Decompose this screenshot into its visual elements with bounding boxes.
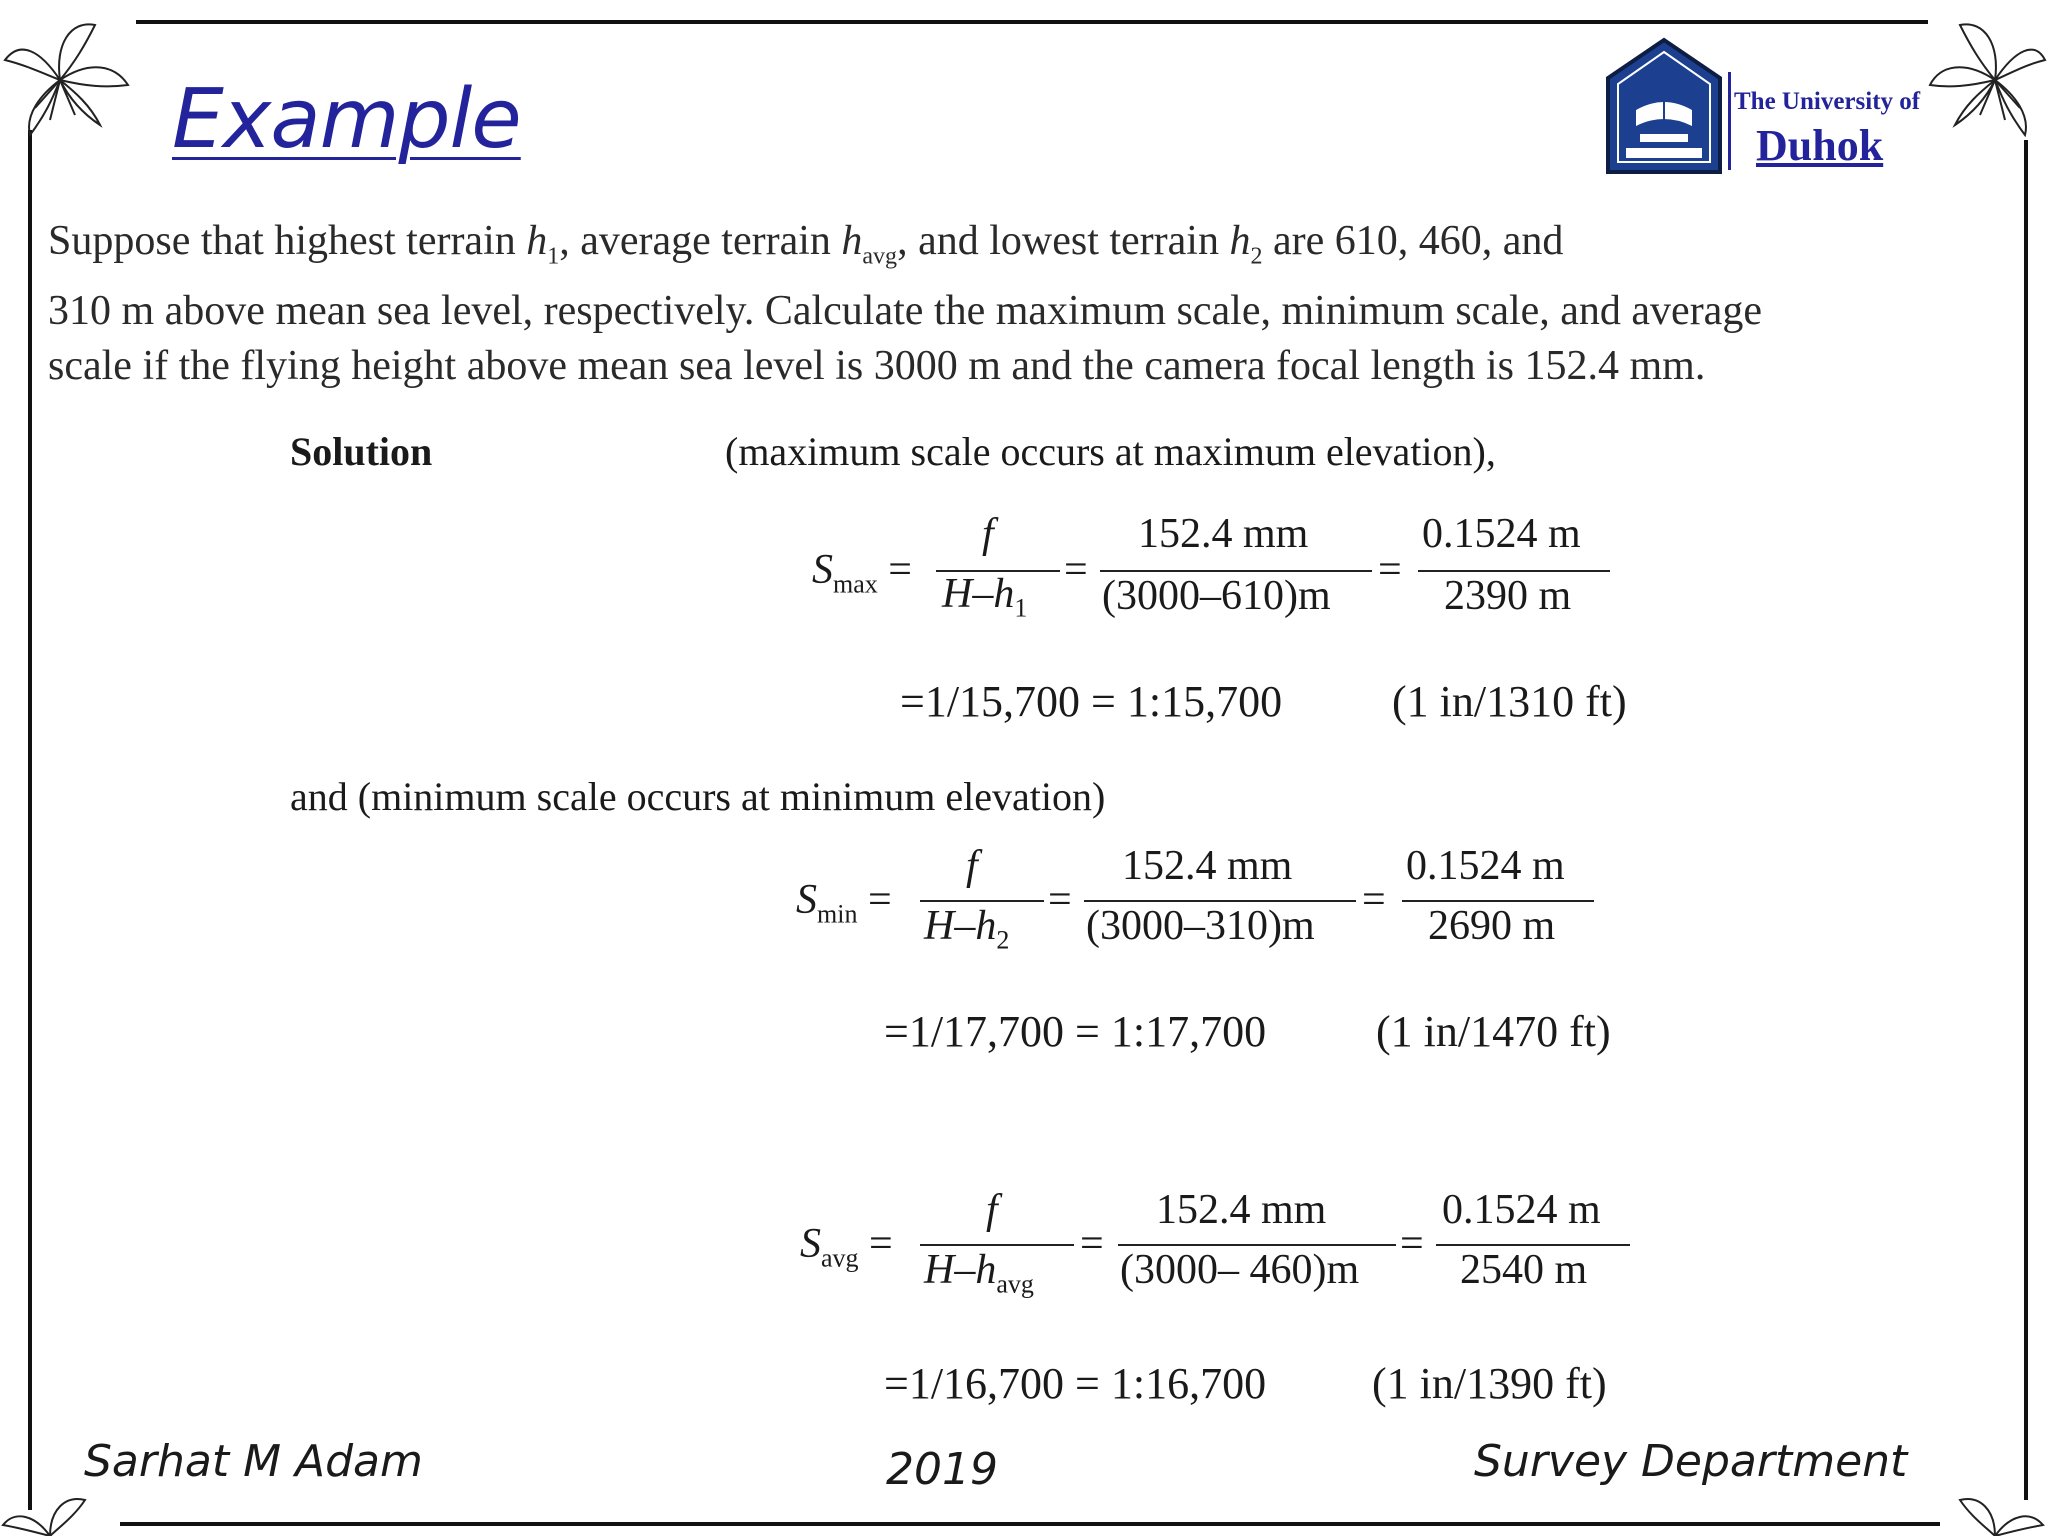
lily-ornament-top-left-icon: [0, 10, 140, 140]
s-min-num1: f: [966, 843, 978, 889]
problem-line-2: 310 m above mean sea level, respectively. Calculate the maximum scale, minimum scale, and average: [48, 288, 1762, 335]
s-avg-den1: $H-h_{avg}$: [924, 1247, 1034, 1299]
problem-line-1: Suppose that highest terrain $h_1$, average terrain $h_{avg}$, and lowest terrain $h_2$ are 610, 460, and: [48, 218, 1564, 270]
s-avg-num2: 152.4 mm: [1156, 1187, 1327, 1233]
s-min-den2: (3000–310)m: [1086, 903, 1315, 949]
university-name: Duhok: [1756, 121, 1884, 170]
min-scale-note: and (minimum scale occurs at minimum elevation): [290, 774, 1106, 819]
frame-right-line: [2024, 140, 2028, 1500]
lily-ornament-bottom-left-icon: [0, 1490, 110, 1536]
s-max-eq3: =: [1378, 547, 1402, 593]
logo-divider: [1728, 72, 1731, 170]
s-max-feet: (1 in/1310 ft): [1392, 677, 1627, 726]
s-min-result: =1/17,700 = 1:17,700: [884, 1007, 1267, 1056]
lily-ornament-bottom-right-icon: [1930, 1490, 2048, 1536]
s-max-eq2: =: [1064, 547, 1088, 593]
s-avg-feet: (1 in/1390 ft): [1372, 1359, 1607, 1408]
s-avg-eq2: =: [1080, 1221, 1104, 1267]
university-seal-icon: [1602, 36, 1726, 176]
s-avg-den3: 2540 m: [1460, 1247, 1588, 1293]
s-max-result: =1/15,700 = 1:15,700: [900, 677, 1283, 726]
s-avg-num3: 0.1524 m: [1442, 1187, 1601, 1233]
s-min-num3: 0.1524 m: [1406, 843, 1565, 889]
s-avg-num1: f: [986, 1187, 998, 1233]
s-max-num1: f: [982, 511, 994, 557]
s-max-den3: 2390 m: [1444, 573, 1572, 619]
s-min-den3: 2690 m: [1428, 903, 1556, 949]
s-min-eq2: =: [1048, 877, 1072, 923]
frame-bottom-line: [120, 1522, 1940, 1526]
s-max-num2: 152.4 mm: [1138, 511, 1309, 557]
footer-department: Survey Department: [1474, 1436, 1908, 1487]
solution-label: Solution: [290, 429, 433, 474]
s-max-num3: 0.1524 m: [1422, 511, 1581, 557]
s-avg-eq3: =: [1400, 1221, 1424, 1267]
problem-statement: [48, 214, 2008, 394]
s-min-den1: $H-h_2$: [924, 903, 1010, 955]
s-min-symbol: $S_{min}$ =: [796, 877, 892, 929]
university-of-label: The University of: [1734, 88, 1921, 115]
s-max-symbol: $S_{max}$ =: [812, 547, 912, 599]
slide-title: Example: [172, 72, 521, 167]
s-max-den2: (3000–610)m: [1102, 573, 1331, 619]
frame-top-line: [136, 20, 1928, 24]
footer-year: 2019: [886, 1444, 998, 1495]
s-min-eq3: =: [1362, 877, 1386, 923]
s-min-feet: (1 in/1470 ft): [1376, 1007, 1611, 1056]
lily-ornament-top-right-icon: [1925, 10, 2048, 140]
s-max-den1: $H-h_1$: [942, 571, 1028, 623]
footer-author: Sarhat M Adam: [84, 1436, 423, 1487]
max-scale-note: (maximum scale occurs at maximum elevation),: [725, 429, 1496, 474]
s-min-num2: 152.4 mm: [1122, 843, 1293, 889]
s-avg-den2: (3000– 460)m: [1120, 1247, 1360, 1293]
s-avg-result: =1/16,700 = 1:16,700: [884, 1359, 1267, 1408]
problem-line-3: scale if the flying height above mean sea level is 3000 m and the camera focal length is 152.4 mm.: [48, 343, 1706, 390]
s-avg-symbol: $S_{avg}$ =: [800, 1221, 893, 1273]
frame-left-line: [28, 130, 32, 1510]
